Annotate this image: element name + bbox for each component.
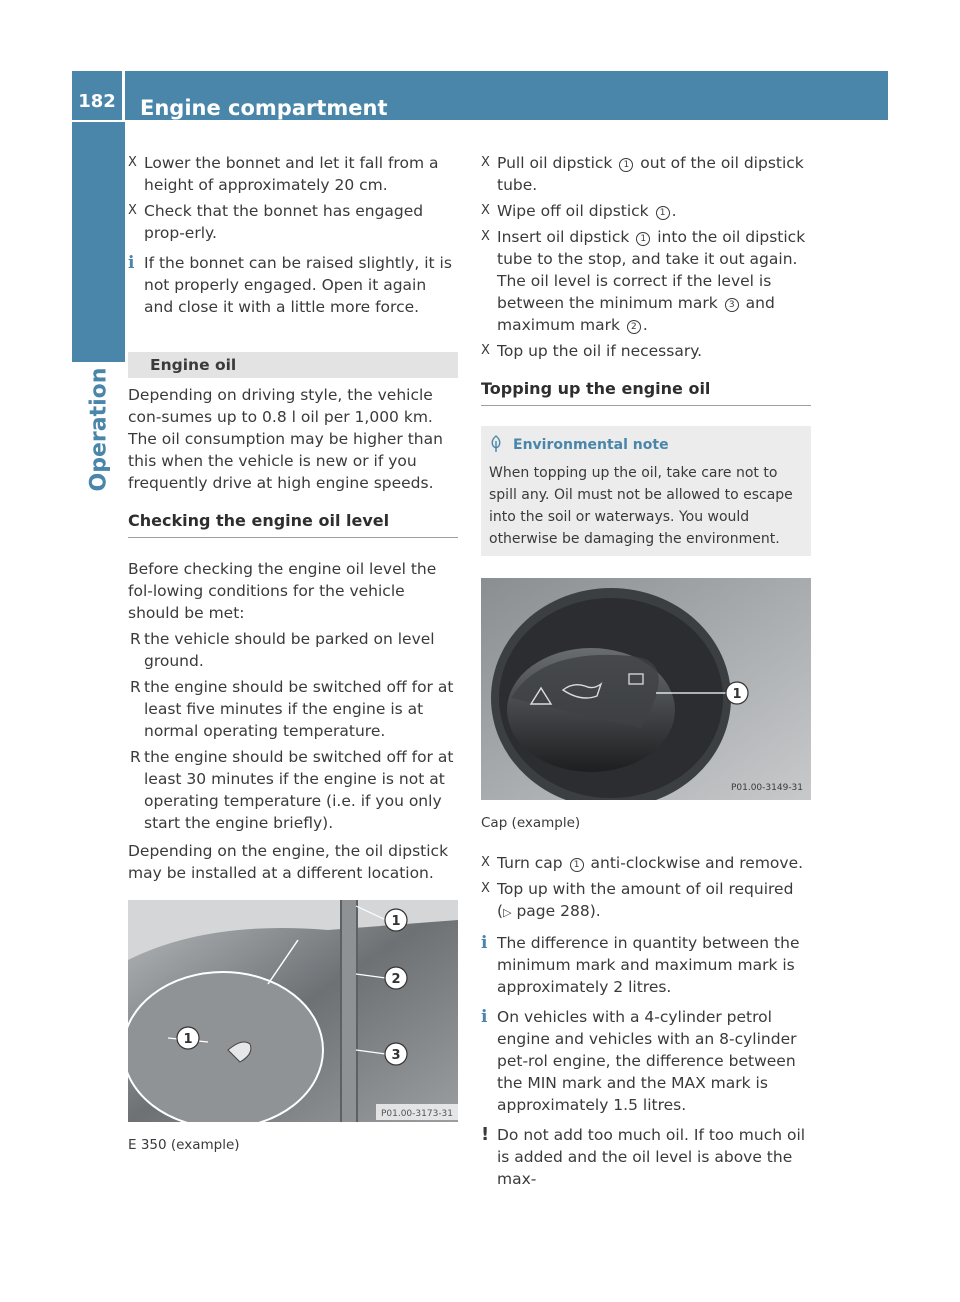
step-marker: X	[481, 203, 490, 218]
step-text: Top up the oil if necessary.	[497, 342, 703, 360]
callout-ref-3: 3	[725, 298, 739, 312]
environmental-note	[481, 426, 811, 556]
warning-icon: !	[481, 1124, 490, 1145]
step-text: Pull oil dipstick	[497, 154, 613, 172]
page-reference-link[interactable]: page 288	[516, 902, 590, 920]
figure-caption: E 350 (example)	[128, 1137, 240, 1153]
step-marker: X	[481, 343, 490, 358]
list-item	[128, 676, 458, 742]
oil-cap-illustration	[481, 578, 811, 800]
callout-3	[385, 1043, 407, 1065]
step-marker: X	[481, 155, 490, 170]
list-item	[128, 746, 458, 834]
info-text: The difference in quantity between the minimum mark and maximum mark is approximately 2 litres.	[497, 934, 800, 996]
step-marker: X	[481, 855, 490, 870]
side-tab-label: Operation	[86, 367, 111, 492]
callout-1	[385, 909, 407, 931]
step-text: and maximum mark	[497, 294, 775, 334]
step-text: .	[642, 316, 648, 334]
callout-number: 1	[732, 687, 742, 702]
list-item-text: the engine should be switched off for at least 30 minutes if the engine is not at operating temperature (i.e. if you only start the engine briefly).	[144, 748, 454, 832]
step-text: ).	[589, 902, 601, 920]
callout-ref-1: 1	[570, 858, 584, 872]
step-text: .	[671, 202, 677, 220]
step-pull-dipstick	[481, 152, 811, 196]
callout-number: 1	[183, 1032, 193, 1047]
step-top-up	[481, 340, 811, 362]
step-marker: X	[128, 203, 137, 218]
bullet-marker: R	[130, 748, 141, 766]
left-column	[128, 152, 458, 1174]
step-text: Turn cap	[497, 854, 563, 872]
callout-1	[726, 682, 748, 704]
step-check-bonnet	[128, 200, 458, 244]
list-item-text: the vehicle should be parked on level ground.	[144, 630, 435, 670]
location-note: Depending on the engine, the oil dipstick may be installed at a different location.	[128, 842, 449, 882]
step-text: anti-clockwise and remove.	[590, 854, 804, 872]
info-icon: i	[481, 933, 488, 953]
callout-number: 2	[391, 972, 401, 987]
step-marker: X	[481, 229, 490, 244]
bullet-marker: R	[130, 630, 141, 648]
callout-ref-2: 2	[627, 320, 641, 334]
env-note-title: Environmental note	[513, 437, 669, 453]
side-tab-block	[72, 122, 125, 362]
step-marker: X	[128, 155, 137, 170]
info-note-cylinders	[481, 1006, 811, 1116]
info-text: If the bonnet can be raised slightly, it is not properly engaged. Open it again and close it with a little more force.	[144, 254, 452, 316]
oil-cap-photo	[481, 578, 811, 800]
env-note-title-row	[489, 434, 803, 456]
info-text: On vehicles with a 4-cylinder petrol engine and vehicles with an 8-cylinder pet-rol engine, the difference between the MIN mark and the MAX mark is approximately 1.5 litres.	[497, 1008, 797, 1114]
subheading-checking: Checking the engine oil level	[128, 510, 458, 538]
step-text: out of the oil dipstick tube.	[497, 154, 804, 194]
callout-number: 1	[391, 914, 401, 929]
bonnet-info-note	[128, 252, 458, 318]
step-insert-dipstick	[481, 226, 811, 336]
subheading-topping: Topping up the engine oil	[481, 378, 811, 406]
info-icon: i	[481, 1007, 488, 1027]
step-turn-cap	[481, 852, 811, 874]
section-title: Engine oil	[128, 352, 458, 378]
conditions-intro: Before checking the engine oil level the fol-lowing conditions for the vehicle should be met:	[128, 560, 437, 622]
step-text: The oil level is correct if the level is between the minimum mark	[497, 272, 772, 312]
step-text: Insert oil dipstick	[497, 228, 630, 246]
figure-code: P01.00-3173-31	[380, 1109, 454, 1119]
step-wipe-dipstick	[481, 200, 811, 222]
callout-2	[385, 967, 407, 989]
page-title: Engine compartment	[140, 96, 388, 120]
list-item	[128, 628, 458, 672]
step-text: Wipe off oil dipstick	[497, 202, 649, 220]
page-number: 182	[72, 71, 125, 120]
leaf-icon	[489, 435, 503, 460]
figure-caption: Cap (example)	[481, 815, 581, 831]
page-ref-arrow-icon: ▷	[503, 906, 512, 919]
step-text: Top up with the amount of oil required (	[497, 880, 794, 920]
engine-bay-illustration	[128, 900, 458, 1122]
engine-bay-photo	[128, 900, 458, 1122]
callout-number: 3	[391, 1048, 401, 1063]
env-note-text: When topping up the oil, take care not to spill any. Oil must not be allowed to escape into the soil or waterways. You would otherwise be damaging the environment.	[489, 465, 793, 547]
step-lower-bonnet	[128, 152, 458, 196]
step-text: into the oil dipstick tube to the stop, and take it out again.	[497, 228, 806, 268]
figure-code: P01.00-3149-31	[730, 783, 804, 793]
right-column	[481, 152, 811, 1196]
side-tab	[72, 362, 125, 497]
callout-1-left	[177, 1027, 199, 1049]
step-text: Check that the bonnet has engaged prop-erly.	[144, 202, 424, 242]
warning-note	[481, 1124, 811, 1190]
callout-ref-1: 1	[656, 206, 670, 220]
step-marker: X	[481, 881, 490, 896]
bullet-marker: R	[130, 678, 141, 696]
list-item-text: the engine should be switched off for at least five minutes if the engine is at normal operating temperature.	[144, 678, 454, 740]
callout-ref-1: 1	[619, 158, 633, 172]
info-note-difference	[481, 932, 811, 998]
info-icon: i	[128, 253, 135, 273]
engine-oil-intro: Depending on driving style, the vehicle con-sumes up to 0.8 l oil per 1,000 km. The oil consumption may be higher than this when the vehicle is new or if you frequently drive at high engine speeds.	[128, 386, 443, 492]
warning-text: Do not add too much oil. If too much oil is added and the oil level is above the max-	[497, 1126, 806, 1188]
step-top-up-amount	[481, 878, 811, 924]
callout-ref-1: 1	[636, 232, 650, 246]
step-text: Lower the bonnet and let it fall from a height of approximately 20 cm.	[144, 154, 439, 194]
